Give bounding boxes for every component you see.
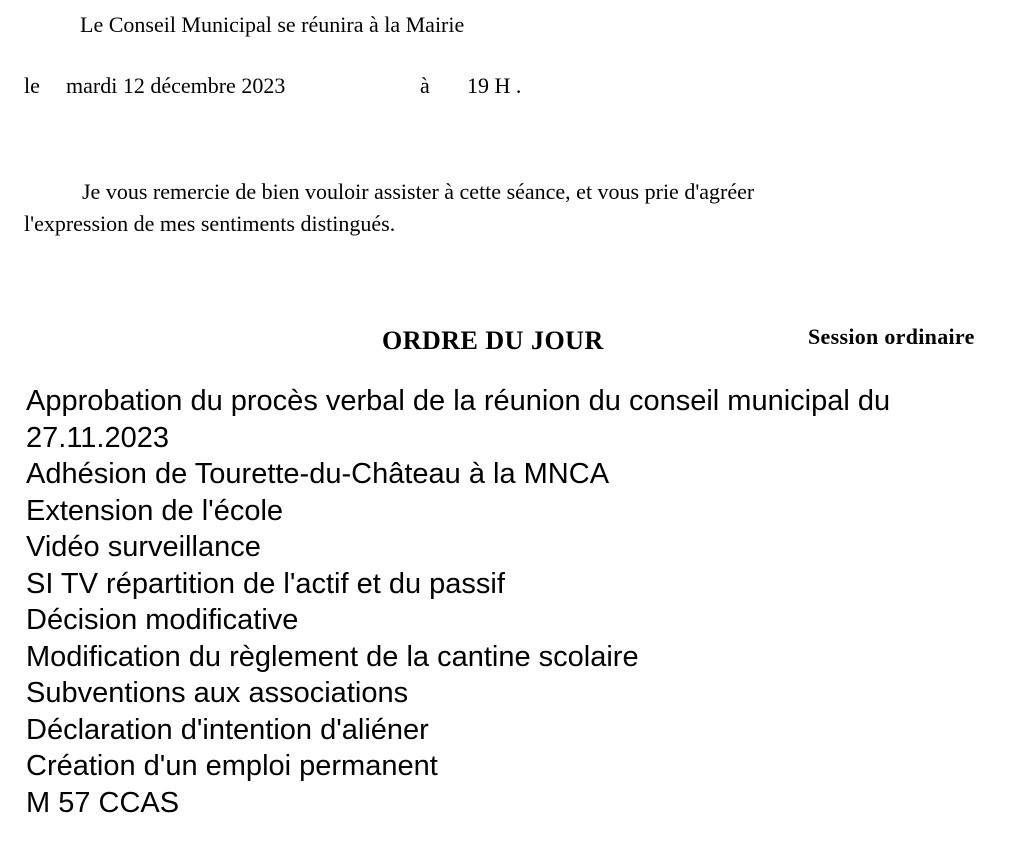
agenda-item: Décision modificative bbox=[26, 604, 299, 636]
agenda-title: ORDRE DU JOUR bbox=[382, 326, 604, 355]
agenda-item: M 57 CCAS bbox=[26, 786, 180, 819]
agenda-item: SI TV répartition de l'actif et du passif bbox=[26, 567, 505, 600]
time-prefix: à bbox=[420, 73, 430, 98]
meeting-date: mardi 12 décembre 2023 bbox=[66, 73, 286, 98]
meeting-date-line bbox=[0, 73, 1019, 103]
session-type: Session ordinaire bbox=[808, 324, 975, 349]
date-prefix: le bbox=[24, 73, 40, 98]
agenda-item: Vidéo surveillance bbox=[26, 531, 261, 563]
agenda-item: Création d'un emploi permanent bbox=[26, 750, 438, 782]
agenda-list bbox=[26, 383, 1006, 821]
meeting-time: 19 H . bbox=[467, 73, 522, 98]
agenda-item: Adhésion de Tourette-du-Château à la MNCA bbox=[26, 458, 610, 490]
agenda-item: Déclaration d'intention d'aliéner bbox=[26, 713, 429, 746]
convocation-text: Le Conseil Municipal se réunira à la Mairie bbox=[80, 12, 465, 37]
closing-line-2: l'expression de mes sentiments distingués. bbox=[24, 211, 396, 236]
closing-paragraph bbox=[24, 176, 904, 240]
closing-line-1: Je vous remercie de bien vouloir assister à cette séance, et vous prie d'agréer bbox=[82, 179, 755, 204]
agenda-item: Modification du règlement de la cantine scolaire bbox=[26, 640, 639, 673]
agenda-item: Subventions aux associations bbox=[26, 677, 409, 709]
agenda-item: Approbation du procès verbal de la réunion du conseil municipal du 27.11.2023 bbox=[26, 385, 891, 454]
agenda-item: Extension de l'école bbox=[26, 494, 284, 527]
